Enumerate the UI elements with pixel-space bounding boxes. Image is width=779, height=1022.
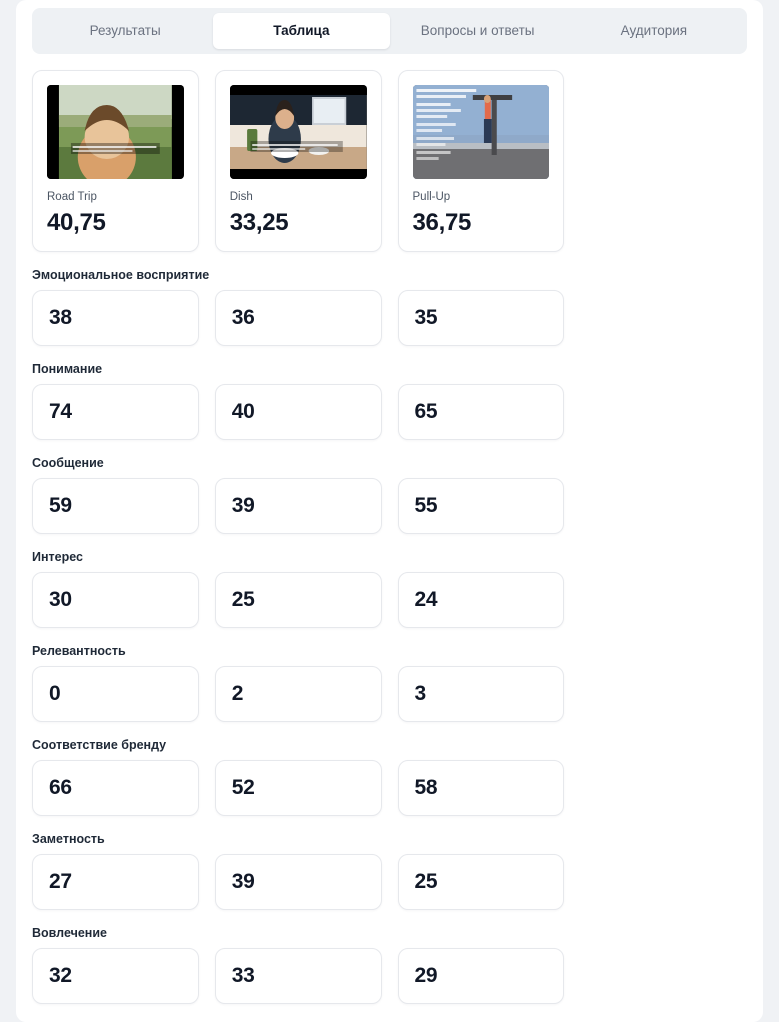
metric-section-understanding xyxy=(32,362,747,440)
video-thumbnail-dish[interactable] xyxy=(230,85,367,179)
metric-row xyxy=(32,760,747,816)
metric-value: 59 xyxy=(49,494,72,517)
metric-row xyxy=(32,290,747,346)
video-thumbnail-road-trip[interactable] xyxy=(47,85,184,179)
video-score: 36,75 xyxy=(412,209,472,236)
metric-title: Заметность xyxy=(32,832,105,846)
metric-value: 33 xyxy=(231,964,255,987)
metric-value: 74 xyxy=(49,400,72,423)
metric-cell-placeholder xyxy=(580,384,747,440)
metric-row xyxy=(32,572,747,628)
video-card-placeholder xyxy=(580,70,747,252)
metric-value: 55 xyxy=(414,494,438,517)
metric-cell xyxy=(215,572,382,628)
metric-section-brand-fit xyxy=(32,738,747,816)
metric-value: 65 xyxy=(414,400,438,423)
metric-cell xyxy=(398,290,565,346)
metric-cell xyxy=(32,666,199,722)
metric-cell xyxy=(215,666,382,722)
metric-row xyxy=(32,384,747,440)
video-card[interactable] xyxy=(398,70,565,252)
video-thumbnail-pull-up[interactable] xyxy=(413,85,550,179)
metric-cell xyxy=(398,760,565,816)
metric-value: 30 xyxy=(49,588,72,611)
metric-value: 66 xyxy=(49,776,72,799)
metric-value: 2 xyxy=(231,682,244,705)
video-cards-row xyxy=(32,70,747,252)
metric-cell xyxy=(215,290,382,346)
metric-section-noticeability xyxy=(32,832,747,910)
metric-value: 25 xyxy=(231,588,255,611)
metric-row xyxy=(32,854,747,910)
metric-cell xyxy=(32,478,199,534)
metric-cell-placeholder xyxy=(580,290,747,346)
metric-cell xyxy=(215,760,382,816)
metric-value: 25 xyxy=(414,870,438,893)
metric-value: 52 xyxy=(231,776,255,799)
bottom-spacer xyxy=(16,1004,763,1022)
metric-cell xyxy=(32,384,199,440)
tab-audience[interactable]: Аудитория xyxy=(620,23,688,38)
tab-questions-answers[interactable]: Вопросы и ответы xyxy=(420,23,535,38)
metric-value: 27 xyxy=(49,870,72,893)
metric-value: 3 xyxy=(414,682,426,705)
video-score: 33,25 xyxy=(229,209,289,236)
tab-table[interactable]: Таблица xyxy=(213,13,389,49)
metric-cell-placeholder xyxy=(580,666,747,722)
table-panel xyxy=(16,0,763,1022)
metric-title: Вовлечение xyxy=(32,926,107,940)
metric-cell xyxy=(398,478,565,534)
metric-section-message xyxy=(32,456,747,534)
metric-section-relevance xyxy=(32,644,747,722)
metric-cell-placeholder xyxy=(580,854,747,910)
metric-cell xyxy=(398,948,565,1004)
metric-cell xyxy=(215,384,382,440)
metric-row xyxy=(32,478,747,534)
metric-section-emotional-perception xyxy=(32,268,747,346)
metric-value: 0 xyxy=(49,682,61,705)
tab-bar xyxy=(32,8,747,54)
metric-cell xyxy=(215,854,382,910)
metric-cell xyxy=(215,948,382,1004)
metric-value: 36 xyxy=(231,306,255,329)
metric-value: 38 xyxy=(49,306,72,329)
metric-title: Соответствие бренду xyxy=(32,738,167,752)
metric-cell xyxy=(32,948,199,1004)
metric-cell xyxy=(32,854,199,910)
metric-title: Релевантность xyxy=(32,644,126,658)
metric-cell-placeholder xyxy=(580,572,747,628)
video-card[interactable] xyxy=(215,70,382,252)
metric-cell xyxy=(32,760,199,816)
video-name: Road Trip xyxy=(47,191,97,203)
tab-results[interactable]: Результаты xyxy=(89,23,161,38)
metric-title: Понимание xyxy=(32,362,103,376)
video-name: Dish xyxy=(229,191,253,203)
metric-value: 35 xyxy=(414,306,438,329)
metric-row xyxy=(32,666,747,722)
metric-value: 40 xyxy=(231,400,255,423)
metric-cell xyxy=(398,666,565,722)
metric-cell xyxy=(398,854,565,910)
metric-cell xyxy=(398,384,565,440)
metric-cell-placeholder xyxy=(580,760,747,816)
metric-cell xyxy=(32,290,199,346)
video-card[interactable] xyxy=(32,70,199,252)
metric-cell-placeholder xyxy=(580,948,747,1004)
metric-cell xyxy=(32,572,199,628)
video-name: Pull-Up xyxy=(412,191,451,203)
metric-value: 58 xyxy=(414,776,438,799)
metric-value: 24 xyxy=(414,588,438,611)
metric-cell-placeholder xyxy=(580,478,747,534)
metric-title: Эмоциональное восприятие xyxy=(32,268,210,282)
metric-value: 39 xyxy=(231,494,255,517)
metric-row xyxy=(32,948,747,1004)
metric-value: 32 xyxy=(49,964,72,987)
video-score: 40,75 xyxy=(47,209,106,236)
metric-cell xyxy=(215,478,382,534)
metric-section-interest xyxy=(32,550,747,628)
metric-value: 39 xyxy=(231,870,255,893)
metric-value: 29 xyxy=(414,964,438,987)
metric-title: Интерес xyxy=(32,550,83,564)
metric-cell xyxy=(398,572,565,628)
metric-section-engagement xyxy=(32,926,747,1004)
metric-title: Сообщение xyxy=(32,456,104,470)
